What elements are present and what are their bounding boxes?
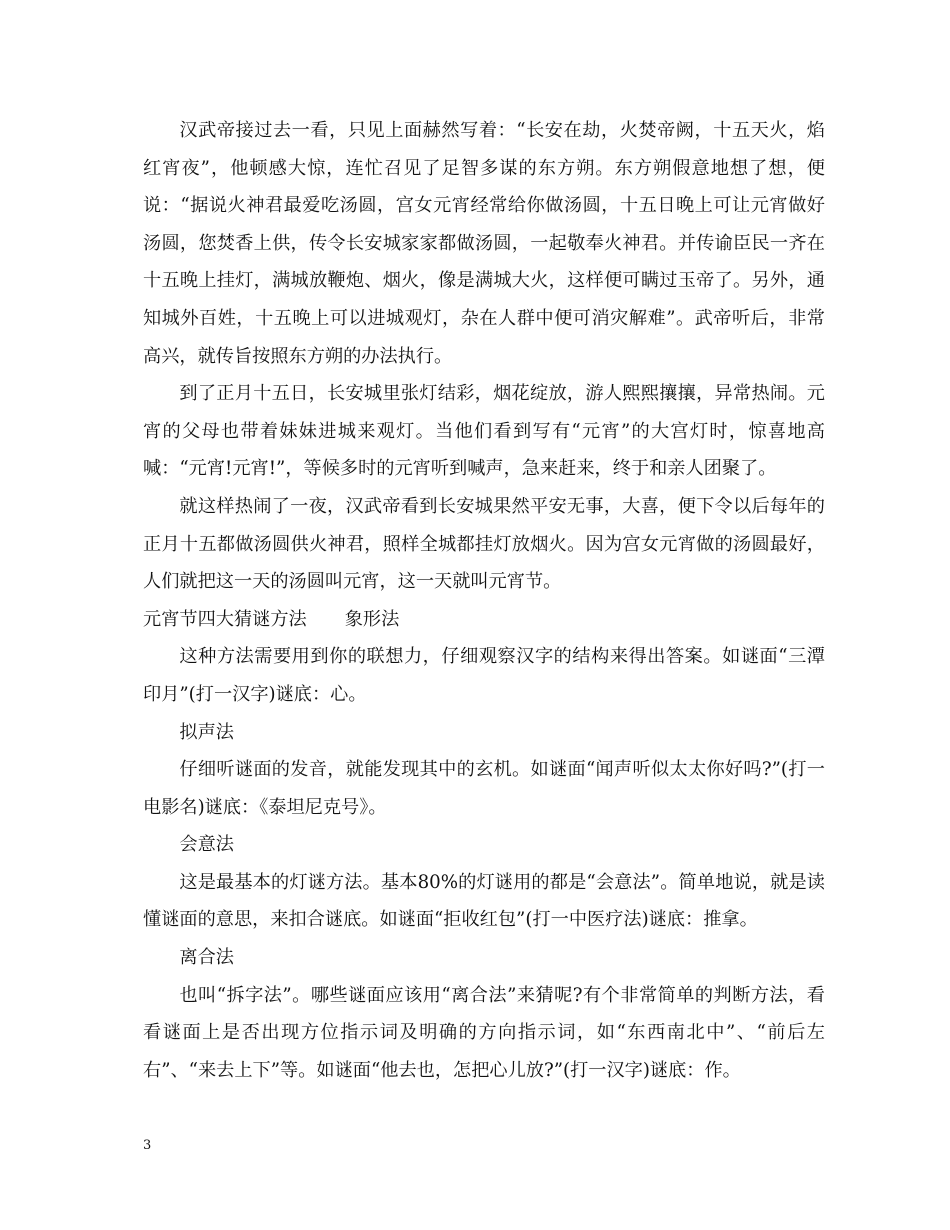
section-heading-line: [143, 601, 825, 639]
page-number: 3: [143, 1138, 152, 1153]
section-heading: 元宵节四大猜谜方法: [143, 608, 307, 630]
paragraph-lantern-festival: 到了正月十五日，长安城里张灯结彩，烟花绽放，游人熙熙攘攘，异常热闹。元宵的父母也带着妹妹进城来观灯。当他们看到写有“元宵”的大宫灯时，惊喜地高喊：“元宵!元宵!”，等候多时的元宵听到喊声，急来赶来，终于和亲人团聚了。: [143, 383, 825, 480]
method-text-pictographic: 这种方法需要用到你的联想力，仔细观察汉字的结构来得出答案。如谜面“三潭印月”(打一汉字)谜底：心。: [143, 646, 825, 705]
method-text-meaning: 这是最基本的灯谜方法。基本80%的灯谜用的都是“会意法”。简单地说，就是读懂谜面的意思，来扣合谜底。如谜面“拒收红包”(打一中医疗法)谜底：推拿。: [143, 871, 825, 931]
method-title-onomatopoeia: 拟声法: [179, 721, 234, 743]
method-title-meaning: 会意法: [179, 834, 234, 856]
method-title-pictographic: 象形法: [344, 608, 400, 630]
document-body: [143, 112, 825, 1089]
paragraph-origin-of-name: 就这样热闹了一夜，汉武帝看到长安城果然平安无事，大喜，便下令以后每年的正月十五都做汤圆供火神君，照样全城都挂灯放烟火。因为宫女元宵做的汤圆最好，人们就把这一天的汤圆叫元宵，这一天就叫元宵节。: [143, 495, 825, 593]
paragraph-emperor-story: 汉武帝接过去一看，只见上面赫然写着：“长安在劫，火焚帝阙，十五天火，焰红宵夜”，他顿感大惊，连忙召见了足智多谋的东方朔。东方朔假意地想了想，便说：“据说火神君最爱吃汤圆，宫女元宵经常给你做汤圆，十五日晚上可让元宵做好汤圆，您焚香上供，传令长安城家家都做汤圆，一起敬奉火神君。并传谕臣民一齐在十五晚上挂灯，满城放鞭炮、烟火，像是满城大火，这样便可瞒过玉帝了。另外，通知城外百姓，十五晚上可以进城观灯，杂在人群中便可消灾解难”。武帝听后，非常高兴，就传旨按照东方朔的办法执行。: [143, 120, 825, 367]
method-text-onomatopoeia: 仔细听谜面的发音，就能发现其中的玄机。如谜面“闻声听似太太你好吗?”(打一电影名)谜底：《泰坦尼克号》。: [143, 759, 825, 818]
method-text-split: 也叫“拆字法”。哪些谜面应该用“离合法”来猜呢?有个非常简单的判断方法，看看谜面上是否出现方位指示词及明确的方向指示词，如“东西南北中”、“前后左右”、“来去上下”等。如谜面“他去也，怎把心儿放?”(打一汉字)谜底：作。: [143, 984, 825, 1081]
method-title-split: 离合法: [179, 947, 234, 969]
